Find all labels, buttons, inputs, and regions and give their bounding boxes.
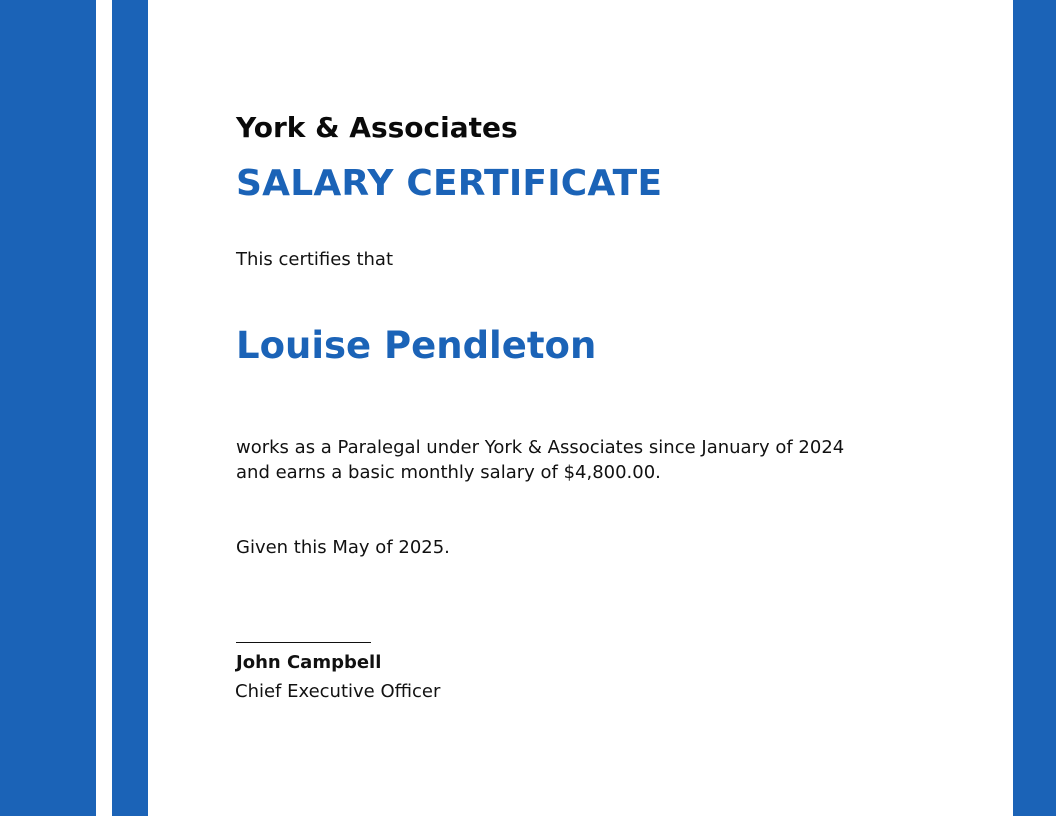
certificate-title: SALARY CERTIFICATE: [236, 163, 663, 204]
certifies-text: This certifies that: [236, 249, 393, 270]
left-border-stripe-outer: [0, 0, 96, 816]
signature-line: [236, 642, 371, 643]
right-border-stripe: [1013, 0, 1056, 816]
left-border-stripe-inner: [112, 0, 148, 816]
recipient-name: Louise Pendleton: [236, 324, 597, 367]
employment-statement-line-2: and earns a basic monthly salary of $4,800.00.: [236, 462, 661, 483]
signatory-position: Chief Executive Officer: [235, 681, 441, 702]
employment-statement-line-1: works as a Paralegal under York & Associates since January of 2024: [236, 437, 845, 458]
employment-statement: [236, 435, 876, 485]
signatory-name: John Campbell: [236, 652, 382, 673]
issue-date-text: Given this May of 2025.: [236, 537, 450, 558]
company-name: York & Associates: [236, 111, 518, 144]
